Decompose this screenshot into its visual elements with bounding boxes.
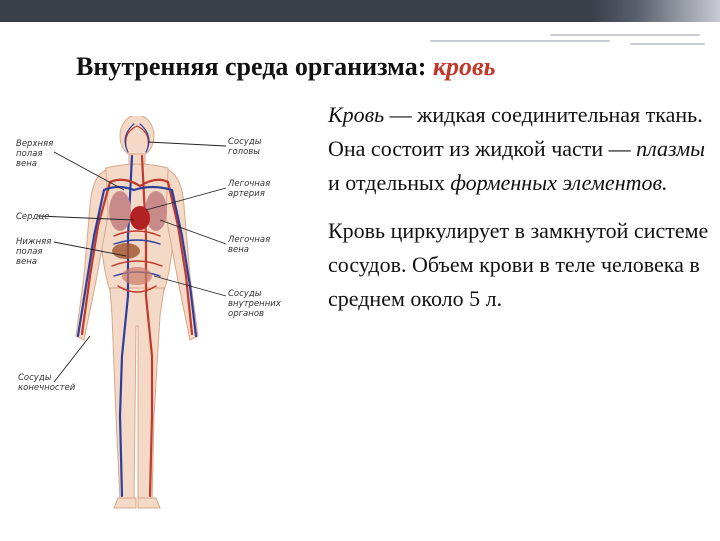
label-upper-vena-3: вена bbox=[16, 159, 38, 169]
label-limb-vessels-1: Сосуды bbox=[18, 373, 52, 383]
term-plasma: плазмы bbox=[636, 136, 706, 161]
definition-part-b: и отдельных bbox=[328, 170, 451, 195]
slide-title bbox=[76, 52, 496, 82]
term-blood: Кровь bbox=[328, 102, 385, 127]
label-limb-vessels-2: конечностей bbox=[18, 383, 76, 393]
label-organ-vessels-3: органов bbox=[228, 309, 265, 319]
label-organ-vessels-1: Сосуды bbox=[228, 289, 262, 299]
label-pulm-artery-1: Легочная bbox=[228, 179, 271, 189]
label-head-vessels-1: Сосуды bbox=[228, 137, 262, 147]
body-silhouette bbox=[76, 116, 198, 508]
body-text bbox=[328, 98, 713, 316]
decorative-stripes bbox=[430, 30, 705, 46]
label-pulm-vein-2: вена bbox=[228, 245, 250, 255]
definition-part-a: — жидкая соединительная ткань. Она состоит из жидкой части — bbox=[328, 102, 703, 161]
circulatory-figure-svg bbox=[14, 116, 314, 536]
label-heart: Сердце bbox=[16, 212, 50, 222]
label-upper-vena-1: Верхняя bbox=[16, 139, 54, 149]
paragraph-definition bbox=[328, 98, 713, 200]
circulatory-system-figure bbox=[14, 116, 314, 536]
label-lower-vena-3: вена bbox=[16, 257, 38, 267]
label-pulm-vein-1: Легочная bbox=[228, 235, 271, 245]
label-head-vessels-2: головы bbox=[228, 147, 261, 157]
term-formed-elements: форменных элементов. bbox=[450, 170, 668, 195]
top-bar-accent bbox=[592, 0, 720, 22]
slide-title-accent: кровь bbox=[432, 52, 496, 81]
label-upper-vena-2: полая bbox=[16, 149, 43, 159]
slide-title-main: Внутренняя среда организма: bbox=[76, 52, 427, 81]
label-organ-vessels-2: внутренних bbox=[228, 299, 281, 309]
label-lower-vena-1: Нижняя bbox=[16, 237, 52, 247]
label-pulm-artery-2: артерия bbox=[228, 189, 265, 199]
paragraph-circulation: Кровь циркулирует в замкнутой системе сосудов. Объем крови в теле человека в среднем около 5 л. bbox=[328, 218, 709, 311]
label-lower-vena-2: полая bbox=[16, 247, 43, 257]
